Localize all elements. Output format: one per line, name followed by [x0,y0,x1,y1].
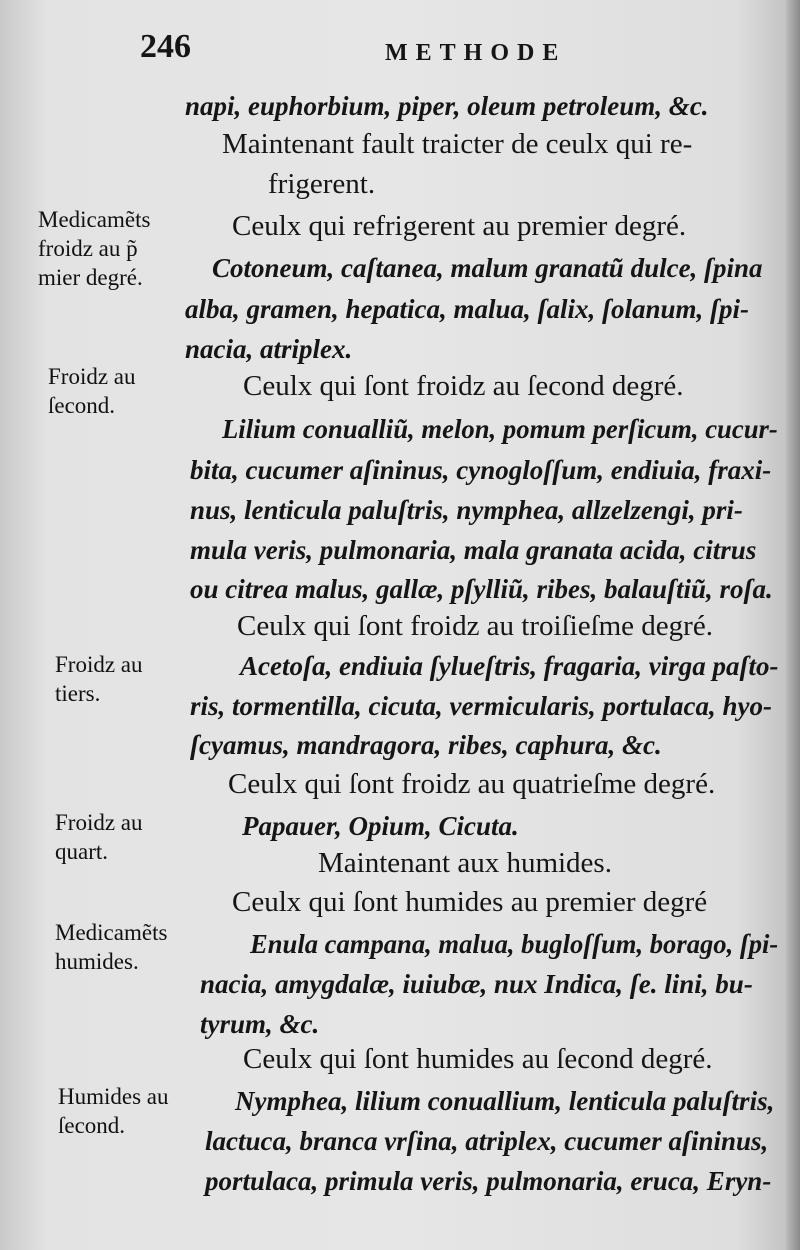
text-line: lactuca, branca vrſina, atriplex, cucumer aſininus, [205,1126,769,1156]
text-line: mula veris, pulmonaria, mala granata acida, citrus [190,535,757,565]
page-number: 246 [140,28,191,65]
text-line: napi, euphorbium, piper, oleum petroleum, &c. [185,91,709,121]
text-line: Papauer, Opium, Cicuta. [242,811,519,841]
text-line: Maintenant fault traicter de ceulx qui re- [222,128,693,160]
section-heading: Ceulx qui ſont froidz au ſecond degré. [243,370,684,402]
section-heading: Ceulx qui ſont humides au ſecond degré. [243,1043,713,1075]
side-note-2: Froidz au ſecond. [48,364,136,418]
text-line: ris, tormentilla, cicuta, vermicularis, portulaca, hyo- [190,691,773,721]
side-note-4: Froidz au quart. [55,810,143,864]
text-line: portulaca, primula veris, pulmonaria, eruca, Eryn- [205,1166,772,1196]
text-line: frigerent. [268,168,376,200]
text-line: Acetoſa, endiuia ſylueſtris, fragaria, virga paſto- [240,651,779,681]
text-line: nus, lenticula paluſtris, nymphea, allzelzengi, pri- [190,495,743,525]
text-line: Nymphea, lilium conuallium, lenticula paluſtris, [235,1086,775,1116]
running-title: METHODE [385,40,567,66]
side-note-6: Humides au ſecond. [58,1084,169,1138]
text-line: nacia, atriplex. [185,334,353,364]
text-line: ou citrea malus, gallæ, pſylliũ, ribes, balauſtiũ, roſa. [190,574,773,604]
side-note-1: Medicamẽts froidz au p̃ mier degré. [38,207,151,290]
text-line: tyrum, &c. [200,1009,320,1039]
text-line: Lilium conualliũ, melon, pomum perſicum, cucur- [222,414,778,444]
section-heading: Ceulx qui ſont froidz au troiſieſme degré. [237,610,713,642]
text-line: bita, cucumer aſininus, cynogloſſum, endiuia, fraxi- [190,455,772,485]
section-heading: Ceulx qui ſont humides au premier degré [232,886,708,918]
section-heading: Maintenant aux humides. [318,847,612,879]
side-note-3: Froidz au tiers. [55,652,143,706]
text-line: nacia, amygdalæ, iuiubæ, nux Indica, ſe. lini, bu- [200,969,753,999]
section-heading: Ceulx qui ſont froidz au quatrieſme degré. [228,768,716,800]
text-line: Enula campana, malua, bugloſſum, borago, ſpi- [250,929,779,959]
text-line: Cotoneum, caſtanea, malum granatũ dulce, ſpina [212,253,763,283]
text-line: alba, gramen, hepatica, malua, ſalix, ſolanum, ſpi- [185,294,750,324]
page-edge [786,0,800,1250]
text-line: ſcyamus, mandragora, ribes, caphura, &c. [190,730,662,760]
side-note-5: Medicamẽts humides. [55,920,168,974]
section-heading: Ceulx qui refrigerent au premier degré. [232,210,687,242]
